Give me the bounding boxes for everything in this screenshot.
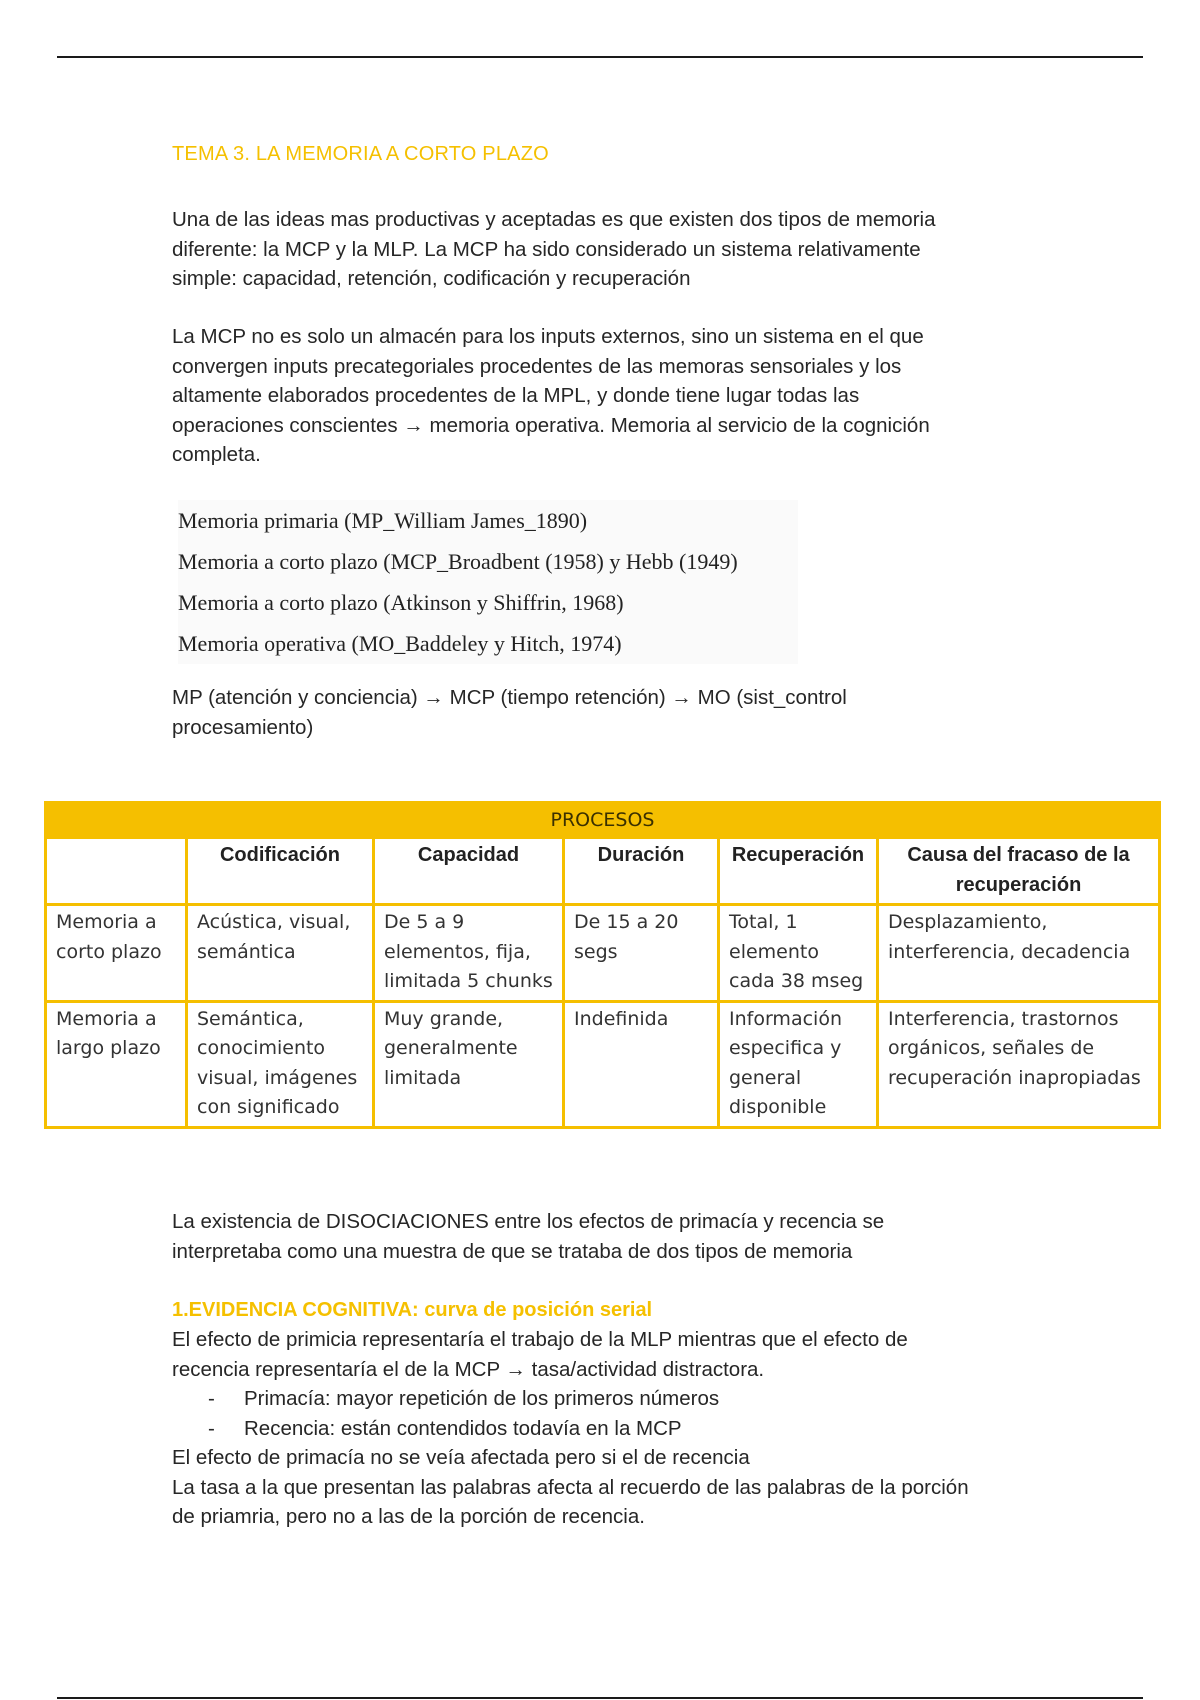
table-cell: Interferencia, trastornos orgánicos, señales de recuperación inapropiadas: [878, 1001, 1160, 1127]
table-banner: PROCESOS: [46, 803, 1160, 838]
page-title: TEMA 3. LA MEMORIA A CORTO PLAZO: [172, 143, 549, 165]
memory-model-item: Memoria operativa (MO_Baddeley y Hitch, 1974): [178, 631, 622, 656]
memory-flow-text: [172, 683, 1032, 742]
text-line: de priamria, pero no a las de la porción de recencia.: [172, 1505, 645, 1528]
text-line: MP (atención y conciencia) → MCP (tiempo retención) → MO (sist_control: [172, 686, 847, 709]
processes-table: [44, 801, 1161, 1129]
table-cell: Información especifica y general disponible: [719, 1001, 878, 1127]
dash-bullet-icon: -: [208, 1387, 215, 1410]
column-header: Capacidad: [374, 838, 564, 905]
dissociation-paragraph: [172, 1207, 1032, 1266]
column-header: [46, 838, 187, 905]
memory-model-item: Memoria primaria (MP_William James_1890): [178, 508, 588, 533]
text-line: diferente: la MCP y la MLP. La MCP ha sido considerado un sistema relativamente: [172, 237, 921, 261]
table-cell: Desplazamiento, interferencia, decadencia: [878, 905, 1160, 1002]
text-line: procesamiento): [172, 715, 314, 739]
dash-bullet-icon: -: [208, 1416, 215, 1440]
table-row: [46, 905, 1160, 1002]
text-line: Una de las ideas mas productivas y aceptadas es que existen dos tipos de memoria: [172, 208, 936, 231]
footer-rule: [57, 1697, 1143, 1699]
text-line: La tasa a la que presentan las palabras afecta al recuerdo de las palabras de la porción: [172, 1475, 969, 1499]
table-row: [46, 1001, 1160, 1127]
text-line: altamente elaborados procedentes de la MPL, y donde tiene lugar todas las: [172, 384, 860, 407]
table-cell: Acústica, visual, semántica: [187, 905, 374, 1002]
evidence-bullet-list: [172, 1384, 719, 1443]
column-header: Duración: [564, 838, 719, 905]
intro-paragraph-1: [172, 205, 1032, 294]
table-cell: Memoria a largo plazo: [46, 1001, 187, 1127]
list-item-text: Recencia: están contendidos todavía en la MCP: [244, 1416, 682, 1440]
text-line: El efecto de primacía no se veía afectada pero si el de recencia: [172, 1446, 750, 1469]
list-item: [172, 1384, 719, 1414]
text-line: La existencia de DISOCIACIONES entre los efectos de primacía y recencia se: [172, 1210, 885, 1233]
text-line: El efecto de primicia representaría el trabajo de la MLP mientras que el efecto de: [172, 1328, 908, 1351]
table-cell: De 5 a 9 elementos, fija, limitada 5 chunks: [374, 905, 564, 1002]
text-line: La MCP no es solo un almacén para los inputs externos, sino un sistema en el que: [172, 325, 924, 348]
table-cell: De 15 a 20 segs: [564, 905, 719, 1002]
text-line: convergen inputs precategoriales procedentes de las memoras sensoriales y los: [172, 354, 902, 378]
text-line: simple: capacidad, retención, codificación y recuperación: [172, 267, 691, 290]
table-cell: Total, 1 elemento cada 38 mseg: [719, 905, 878, 1002]
table-cell: Indefinida: [564, 1001, 719, 1127]
table-cell: Muy grande, generalmente limitada: [374, 1001, 564, 1127]
text-line: completa.: [172, 443, 261, 466]
column-header: Codificación: [187, 838, 374, 905]
memory-model-item: Memoria a corto plazo (MCP_Broadbent (1958) y Hebb (1949): [178, 549, 738, 574]
evidence-conclusion: [172, 1443, 1032, 1532]
memory-model-item: Memoria a corto plazo (Atkinson y Shiffrin, 1968): [178, 590, 624, 615]
text-line: operaciones conscientes → memoria operativa. Memoria al servicio de la cognición: [172, 413, 930, 437]
evidence-paragraph: [172, 1325, 1032, 1384]
intro-paragraph-2: [172, 322, 1032, 470]
table-header-row: [46, 838, 1160, 905]
table-cell: Semántica, conocimiento visual, imágenes con significado: [187, 1001, 374, 1127]
memory-models-list: [178, 500, 798, 664]
section-heading: 1.EVIDENCIA COGNITIVA: curva de posición serial: [172, 1299, 653, 1321]
column-header: Recuperación: [719, 838, 878, 905]
header-rule: [57, 56, 1143, 58]
table-cell: Memoria a corto plazo: [46, 905, 187, 1002]
column-header: Causa del fracaso de la recuperación: [878, 838, 1160, 905]
text-line: interpretaba como una muestra de que se trataba de dos tipos de memoria: [172, 1239, 853, 1263]
text-line: recencia representaría el de la MCP → tasa/actividad distractora.: [172, 1357, 765, 1381]
list-item: [172, 1414, 719, 1444]
list-item-text: Primacía: mayor repetición de los primeros números: [244, 1387, 720, 1410]
